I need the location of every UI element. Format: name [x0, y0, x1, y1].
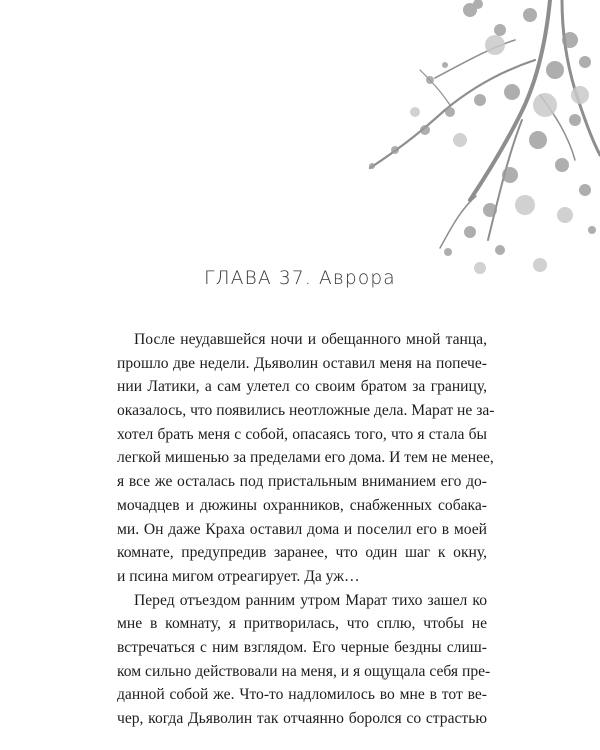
text-line: я все же осталась под пристальным вниманием его до- [117, 473, 487, 491]
text-line: оказалось, что появились неотложные дела. Марат не за- [117, 402, 495, 420]
text-line: Перед отъездом ранним утром Марат тихо зашел ко [134, 591, 487, 609]
chapter-title: ГЛАВА 37. Аврора [204, 268, 396, 289]
blossom-branch-illustration [300, 0, 600, 300]
text-line: хотел брать меня с собой, опасаясь того, что я стала бы [117, 425, 487, 443]
text-line: После неудавшейся ночи и обещанного мной танца, [134, 331, 487, 348]
text-line: ми. Он даже Краха оставил дома и поселил его в моей [117, 520, 487, 538]
text-line: чер, когда Дьяволин так отчаянно боролся со страстью [117, 710, 487, 727]
text-line: нии Латики, а сам улетел со своим братом за границу, [117, 378, 487, 396]
text-line: прошло две недели. Дьяволин оставил меня на попече- [117, 354, 487, 372]
text-line: мне в комнату, я притворилась, что сплю, чтобы не [117, 615, 487, 633]
text-line: комнате, предупредив заранее, что один шаг к окну, [117, 544, 487, 562]
text-line: встречаться с ним взглядом. Его черные бездны слиш- [117, 638, 487, 656]
text-line: легкой мишенью за пределами его дома. И тем не менее, [117, 449, 494, 467]
text-line: мочадцев и дюжины охранников, снабженных собака- [117, 496, 487, 514]
paragraph [117, 328, 495, 589]
text-line: данной собой же. Что-то надломилось во мне в тот ве- [117, 686, 487, 704]
text-line: и псина мигом отреагирует. Да уж… [117, 567, 360, 585]
paragraph [117, 589, 491, 731]
text-line: ком сильно действовали на меня, и я ощущала себя пре- [117, 662, 491, 680]
chapter-body [117, 328, 495, 731]
